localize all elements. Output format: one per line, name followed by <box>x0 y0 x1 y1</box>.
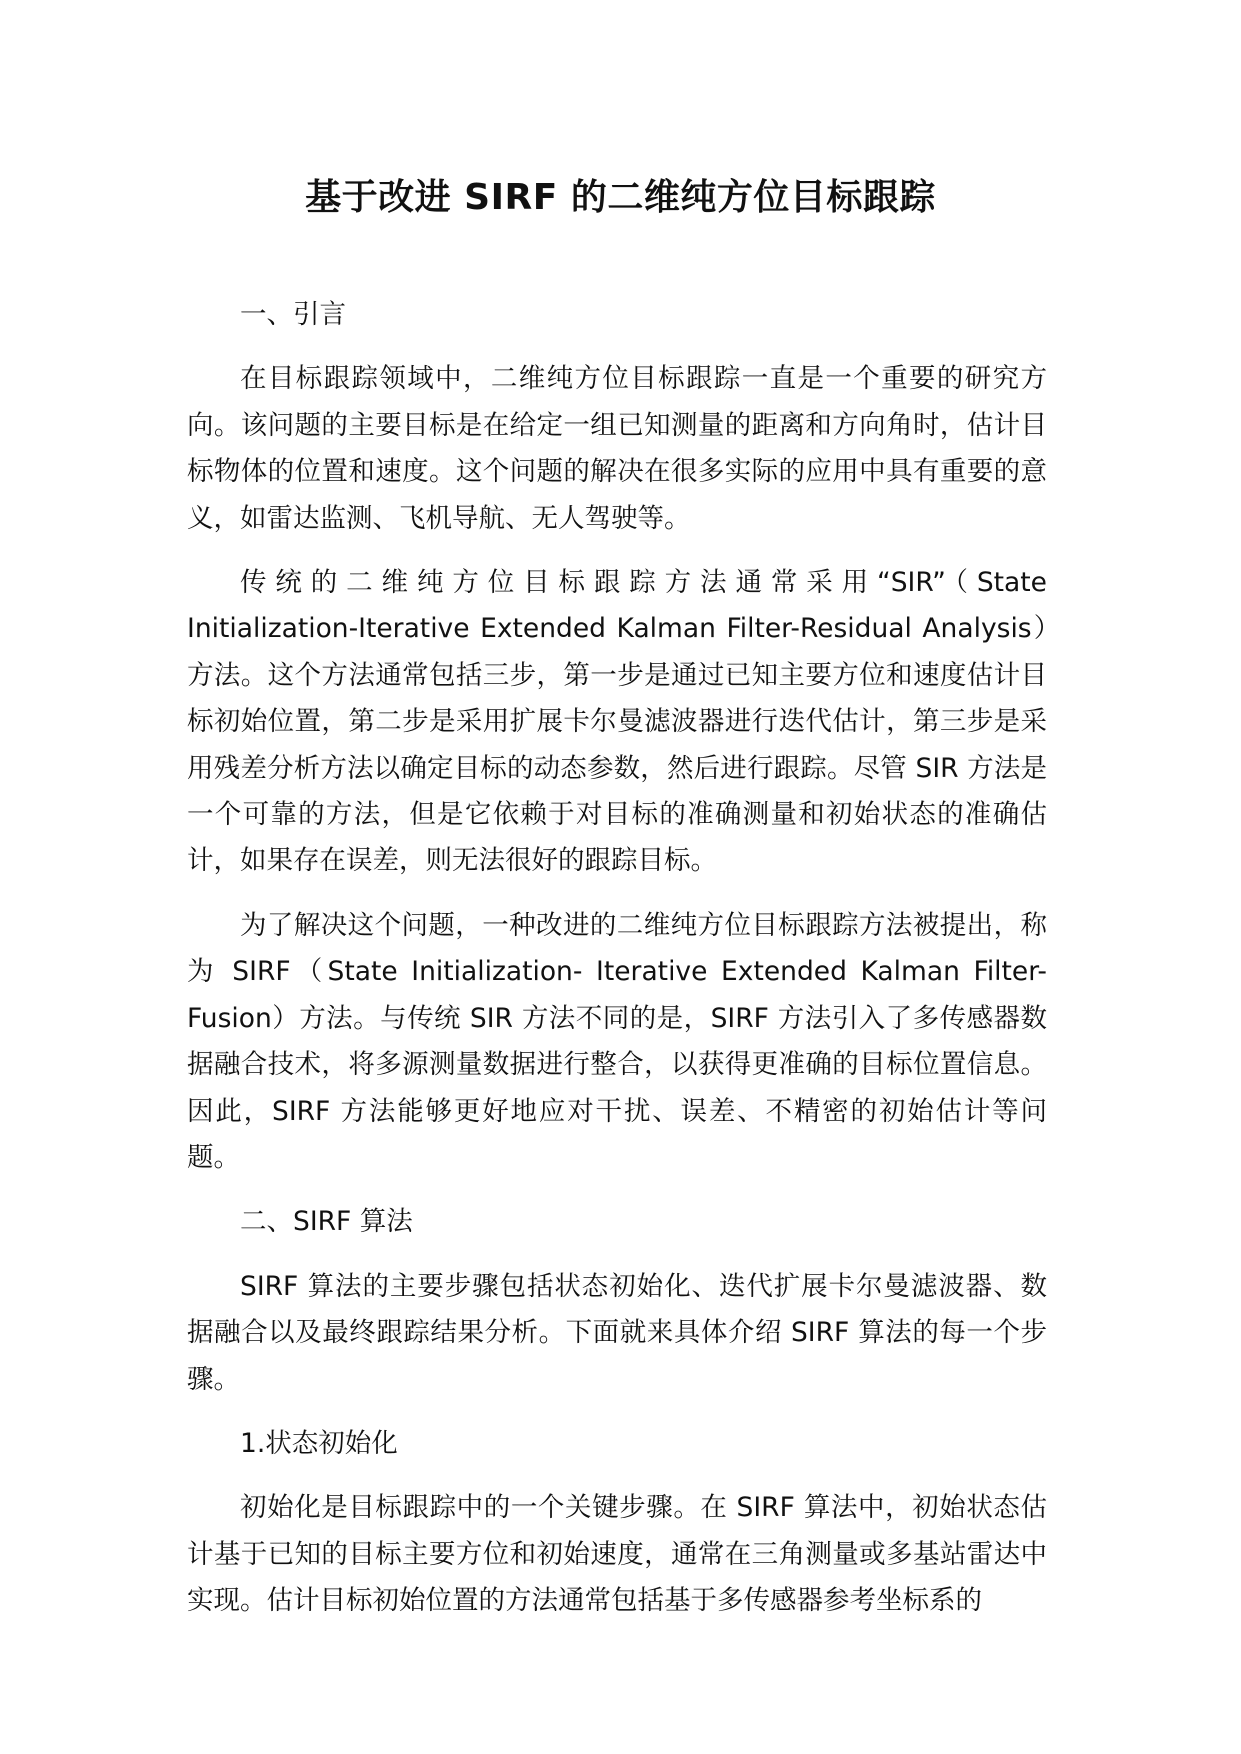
subsection-heading-state-initialization: 1.状态初始化 <box>240 1427 398 1459</box>
document-title: 基于改进 SIRF 的二维纯方位目标跟踪 <box>305 177 936 218</box>
paragraph-sirf-steps: SIRF 算法的主要步骤包括状态初始化、迭代扩展卡尔曼滤波器、数据融合以及最终跟踪结果分析。下面就来具体介绍 SIRF 算法的每一个步骤。 <box>187 1270 1047 1395</box>
section-heading-sirf-algorithm: 二、SIRF 算法 <box>240 1206 413 1238</box>
paragraph-improved-sirf: 为了解决这个问题，一种改进的二维纯方位目标跟踪方法被提出，称为 SIRF（State Initialization- Iterative Extended Kalman Filter- Fusion）方法。与传统 SIR 方法不同的是，SIRF 方法引入了多传感器数据融合技术，将多源测量数据进行整合，以获得更准确的目标位置信息。因此，SIRF 方法能够更好地应对干扰、误差、不精密的初始估计等问题。 <box>187 909 1047 1173</box>
paragraph-state-initialization: 初始化是目标跟踪中的一个关键步骤。在 SIRF 算法中，初始状态估计基于已知的目标主要方位和初始速度，通常在三角测量或多基站雷达中实现。估计目标初始位置的方法通常包括基于多传感器参考坐标系的 <box>187 1492 1047 1617</box>
section-heading-introduction: 一、引言 <box>240 299 346 330</box>
paragraph-introduction: 在目标跟踪领域中，二维纯方位目标跟踪一直是一个重要的研究方向。该问题的主要目标是在给定一组已知测量的距离和方向角时，估计目标物体的位置和速度。这个问题的解决在很多实际的应用中具有重要的意义，如雷达监测、飞机导航、无人驾驶等。 <box>187 363 1047 534</box>
document-body <box>187 292 1047 1643</box>
paragraph-traditional-sir: 传统的二维纯方位目标跟踪方法通常采用“SIR”（State Initialization-Iterative Extended Kalman Filter-Residual Analysis）方法。这个方法通常包括三步，第一步是通过已知主要方位和速度估计目标初始位置，第二步是采用扩展卡尔曼滤波器进行迭代估计，第三步是采用残差分析方法以确定目标的动态参数，然后进行跟踪。尽管 SIR 方法是一个可靠的方法，但是它依赖于对目标的准确测量和初始状态的准确估计，如果存在误差，则无法很好的跟踪目标。 <box>187 567 1047 877</box>
